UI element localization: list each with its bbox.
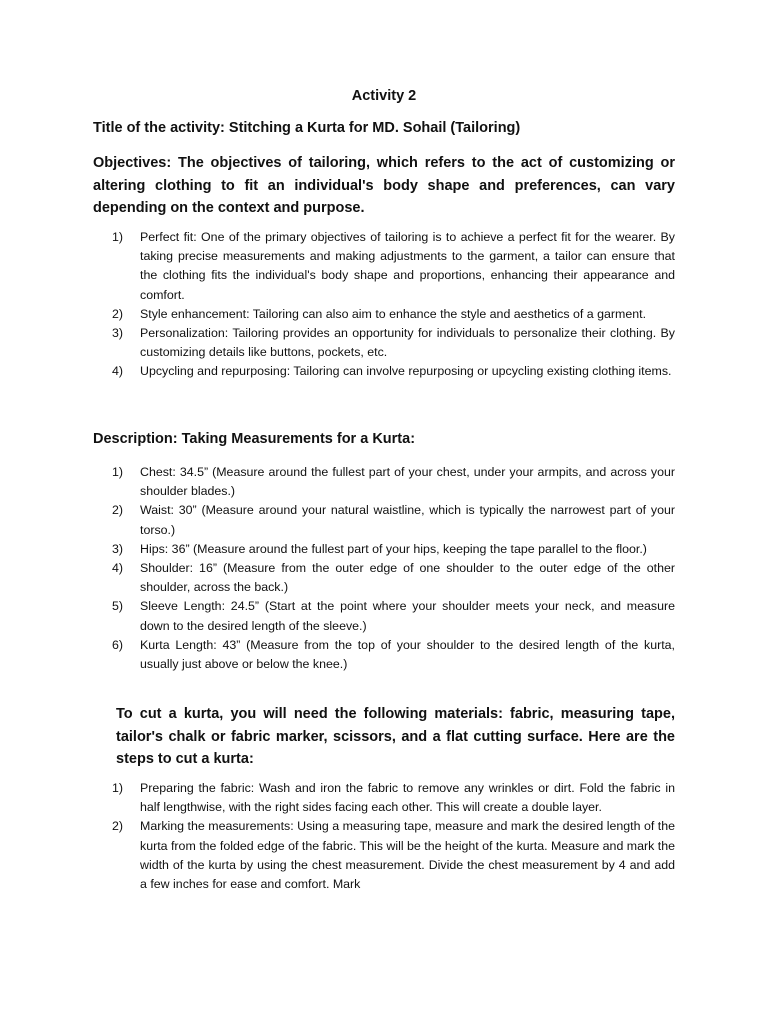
list-item: 2) Marking the measurements: Using a measuring tape, measure and mark the desired length of the kurta from the folded edge of the fabric. This will be the height of the kurta. Measure and mark the width of the kurta by using the chest measurement. Divide the chest measurement by 4 and add a few inches for ease and comfort. Mark <box>112 819 675 892</box>
description-heading: Description: Taking Measurements for a Kurta: <box>93 431 416 447</box>
list-item: 6) Kurta Length: 43” (Measure from the top of your shoulder to the desired length of the kurta, usually just above or below the knee.) <box>112 637 675 672</box>
list-item: 3) Hips: 36” (Measure around the fullest part of your hips, keeping the tape parallel to the floor.) <box>112 541 647 556</box>
list-item: 1) Chest: 34.5” (Measure around the fullest part of your chest, under your armpits, and across your shoulder blades.) <box>112 465 675 499</box>
activity-number: Activity 2 <box>351 88 417 104</box>
activity-title: Title of the activity: Stitching a Kurta for MD. Sohail (Tailoring) <box>93 120 521 136</box>
list-item: 3) Personalization: Tailoring provides an opportunity for individuals to personalize their clothing. By customizing details like buttons, pockets, etc. <box>112 326 675 360</box>
objectives-list <box>112 228 675 382</box>
objectives-heading: Objectives: The objectives of tailoring, which refers to the act of customizing or altering clothing to fit an individual's body shape and preferences, can vary depending on the context and purpose. <box>93 155 675 216</box>
measurements-list <box>112 463 675 674</box>
list-item: 1) Perfect fit: One of the primary objectives of tailoring is to achieve a perfect fit for the wearer. By taking precise measurements and making adjustments to the garment, a tailor can ensure that the clothing fits the individual's body shape and proportions, enhancing their appearance and comfort. <box>112 230 675 302</box>
list-item: 4) Shoulder: 16” (Measure from the outer edge of one shoulder to the outer edge of the other shoulder, across the back.) <box>112 561 675 595</box>
list-item: 5) Sleeve Length: 24.5” (Start at the point where your shoulder meets your neck, and measure down to the desired length of the sleeve.) <box>112 599 675 633</box>
list-item: 1) Preparing the fabric: Wash and iron the fabric to remove any wrinkles or dirt. Fold the fabric in half lengthwise, with the right sides facing each other. This will create a double layer. <box>112 781 675 815</box>
list-item: 2) Waist: 30” (Measure around your natural waistline, which is typically the narrowest part of your torso.) <box>112 503 675 537</box>
list-item: 4) Upcycling and repurposing: Tailoring can involve repurposing or upcycling existing clothing items. <box>112 364 672 379</box>
cutting-steps-list <box>112 779 675 894</box>
list-item: 2) Style enhancement: Tailoring can also aim to enhance the style and aesthetics of a garment. <box>112 306 647 321</box>
cutting-intro: To cut a kurta, you will need the following materials: fabric, measuring tape, tailor's chalk or fabric marker, scissors, and a flat cutting surface. Here are the steps to cut a kurta: <box>116 706 675 767</box>
